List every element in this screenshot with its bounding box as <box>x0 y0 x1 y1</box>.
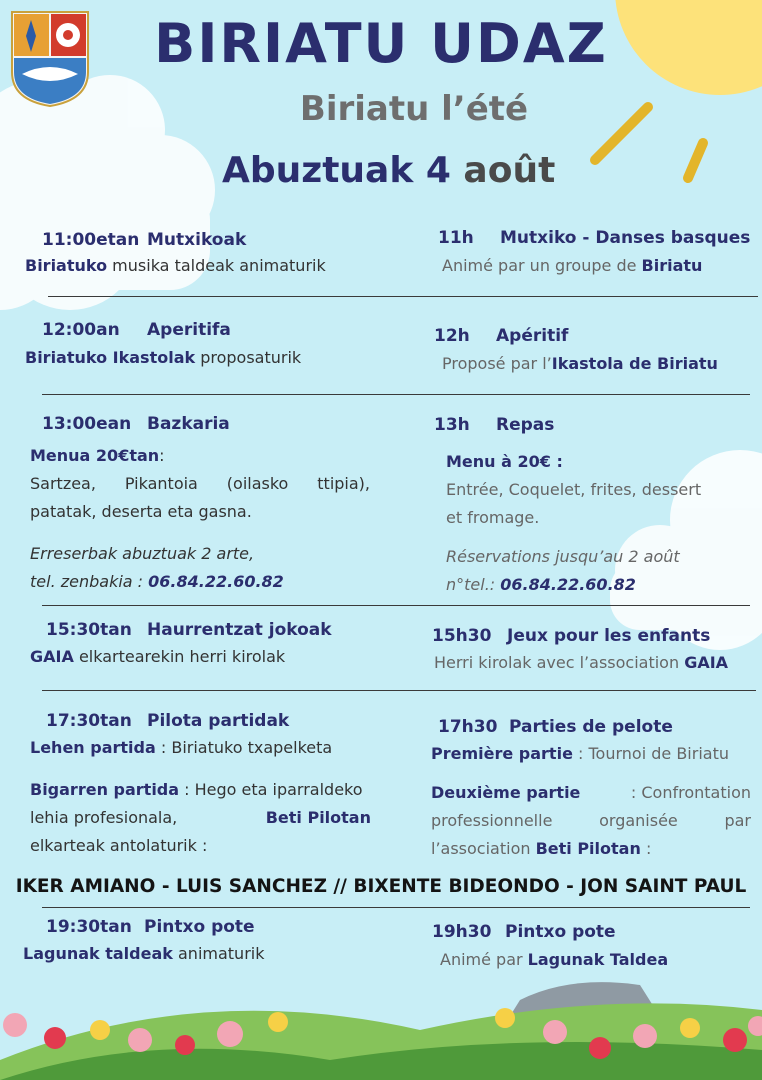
divider <box>42 907 750 908</box>
event-fr-heading <box>432 626 710 646</box>
event-fr-text: Proposé par l’Ikastola de Biriatu <box>442 354 718 373</box>
event-time: 12h <box>434 326 470 346</box>
event-time: 12:00an <box>42 320 120 340</box>
event-eu-text: Lagunak taldeak animaturik <box>23 944 265 963</box>
event-fr-text: Première partie : Tournoi de Biriatu Deuxième partie : Confrontation professionnelle organisée par l’association Beti Pilotan : <box>431 744 751 858</box>
event-time: 13:00ean <box>42 414 132 434</box>
event-title: Mutxiko - Danses basques <box>500 228 751 248</box>
event-time: 17:30tan <box>46 711 132 731</box>
event-time: 17h30 <box>438 717 498 737</box>
divider <box>42 605 750 606</box>
event-fr-heading <box>438 228 750 248</box>
date-basque: Abuztuak 4 <box>222 150 451 191</box>
event-fr-text: Animé par un groupe de Biriatu <box>442 256 703 275</box>
event-eu-heading <box>46 620 332 640</box>
event-eu-heading <box>42 414 230 434</box>
event-time: 15:30tan <box>46 620 132 640</box>
event-fr-text: Herri kirolak avec l’association GAIA <box>434 653 729 672</box>
event-eu-text: Biriatuko musika taldeak animaturik <box>25 256 326 275</box>
event-eu-heading <box>42 320 231 340</box>
divider <box>42 690 756 691</box>
divider <box>42 394 750 395</box>
event-eu-heading <box>46 711 289 731</box>
sun-ray <box>688 143 703 178</box>
event-eu-text: Biriatuko Ikastolak proposaturik <box>25 348 302 367</box>
event-eu-heading <box>42 230 246 250</box>
event-eu-text: GAIA elkartearekin herri kirolak <box>30 647 286 666</box>
divider <box>48 296 758 297</box>
event-time: 13h <box>434 415 470 435</box>
event-time: 11:00etan <box>42 230 140 250</box>
event-title: Parties de pelote <box>509 717 673 737</box>
event-title: Apéritif <box>496 326 569 346</box>
event-title: Bazkaria <box>147 414 230 434</box>
players-line: IKER AMIANO - LUIS SANCHEZ // BIXENTE BIDEONDO - JON SAINT PAUL <box>15 876 747 897</box>
event-time: 11h <box>438 228 474 248</box>
event-fr-heading <box>438 717 673 737</box>
event-eu-text: Lehen partida : Biriatuko txapelketa Bigarren partida : Hego eta iparraldeko lehia profesionala, Beti Pilotan elkarteak antolaturik : <box>30 738 371 855</box>
event-title: Pintxo pote <box>505 922 616 942</box>
event-fr-text: Animé par Lagunak Taldea <box>440 950 669 969</box>
event-fr-menu: Menu à 20€ : Entrée, Coquelet, frites, dessert et fromage. Réservations jusqu’au 2 août n°tel.: 06.84.22.60.82 <box>446 452 702 594</box>
event-time: 19:30tan <box>46 917 132 937</box>
event-title: Repas <box>496 415 555 435</box>
date-french: août <box>463 150 556 191</box>
event-title: Pintxo pote <box>144 917 255 937</box>
event-date <box>222 150 555 191</box>
event-time: 15h30 <box>432 626 492 646</box>
event-title: Haurrentzat jokoak <box>147 620 332 640</box>
event-title: Aperitifa <box>147 320 231 340</box>
event-eu-heading <box>46 917 255 937</box>
event-time: 19h30 <box>432 922 492 942</box>
page-title: BIRIATU UDAZ <box>154 12 608 75</box>
event-title: Mutxikoak <box>147 230 247 250</box>
event-fr-heading <box>432 922 616 942</box>
event-fr-heading <box>434 415 554 435</box>
event-eu-menu: Menua 20€tan: Sartzea, Pikantoia (oilasko ttipia), patatak, deserta eta gasna. Erreserbak abuztuak 2 arte, tel. zenbakia : 06.84.22.60.82 <box>30 446 370 591</box>
page-subtitle: Biriatu l’été <box>299 89 529 129</box>
event-title: Jeux pour les enfants <box>507 626 711 646</box>
event-title: Pilota partidak <box>147 711 290 731</box>
event-fr-heading <box>434 326 568 346</box>
